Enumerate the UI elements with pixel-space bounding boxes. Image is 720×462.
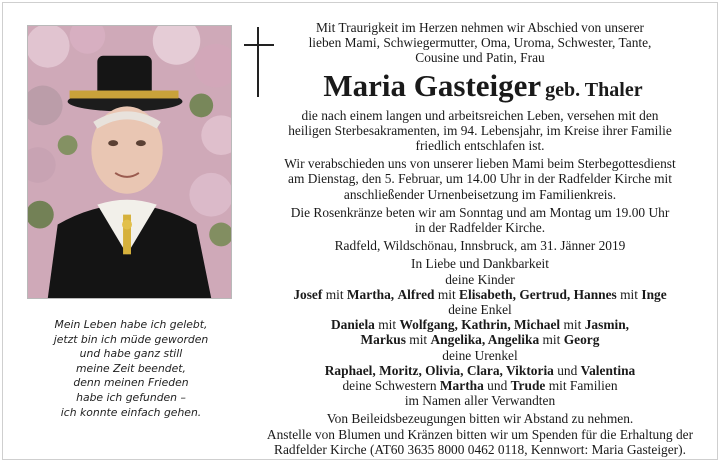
passing-line: friedlich entschlafen ist. (415, 138, 545, 154)
great-grandchildren-names: Raphael, Moritz, Olivia, Clara, Viktoria und Valentina (324, 362, 636, 378)
poem-line: Mein Leben habe ich gelebt, (54, 318, 208, 331)
rosary-line: in der Radfelder Kirche. (414, 220, 546, 236)
condolences-line: Von Beileidsbezeugungen bitten wir Abstand zu nehmen. (326, 411, 634, 427)
relatives-line: im Namen aller Verwandten (404, 393, 556, 409)
children-heading: deine Kinder (445, 271, 515, 287)
deceased-name-line (256, 69, 710, 107)
passing-line: heiligen Sterbesakramenten, im 94. Lebensjahr, im Kreise ihrer Familie (288, 122, 672, 138)
passing-line: die nach einem langen und arbeitsreichen Leben, versehen mit den (301, 107, 659, 123)
poem-line: jetzt bin ich müde geworden (53, 332, 209, 346)
poem-line: habe ich gefunden – (76, 390, 186, 404)
portrait-photo (27, 25, 232, 299)
poem-line: meine Zeit beendet, (76, 361, 186, 375)
children-names: Josef mit Martha, Alfred mit Elisabeth, Gertrud, Hannes mit Inge (293, 286, 667, 302)
intro-line: Cousine und Patin, Frau (415, 50, 545, 66)
grandchildren-names: Markus mit Angelika, Angelika mit Georg (360, 332, 600, 348)
grandchildren-names: Daniela mit Wolfgang, Kathrin, Michael mit Jasmin, (330, 317, 630, 333)
birth-name: geb. Thaler (545, 78, 643, 101)
funeral-line: am Dienstag, den 5. Februar, um 14.00 Uhr in der Radfelder Kirche mit (288, 171, 672, 187)
donation-line: Anstelle von Blumen und Kränzen bitten wir um Spenden für die Erhaltung der (266, 426, 694, 442)
intro-line: Mit Traurigkeit im Herzen nehmen wir Abschied von unserer (315, 20, 644, 35)
poem (20, 318, 242, 420)
poem-line: denn meinen Frieden (73, 376, 189, 390)
grandchildren-heading: deine Enkel (448, 302, 512, 318)
poem-line: und habe ganz still (79, 347, 183, 361)
funeral-line: anschließender Urnenbeisetzung im Familienkreis. (343, 186, 617, 202)
great-grandchildren-heading: deine Urenkel (442, 347, 518, 363)
poem-line: ich konnte einfach gehen. (60, 405, 202, 419)
donation-line: Radfelder Kirche (AT60 3635 8000 0462 0118, Kennwort: Maria Gasteiger). (274, 441, 686, 457)
deceased-name: Maria Gasteiger (323, 67, 542, 103)
intro-line: lieben Mami, Schwiegermutter, Oma, Uroma, Schwester, Tante, (308, 35, 652, 51)
obituary-text (250, 20, 710, 457)
funeral-line: Wir verabschieden uns von unserer lieben Mami beim Sterbegottesdienst (284, 156, 676, 172)
love-line: In Liebe und Dankbarkeit (411, 256, 549, 272)
rosary-line: Die Rosenkränze beten wir am Sonntag und am Montag um 19.00 Uhr (290, 204, 670, 220)
siblings-line: deine Schwestern Martha und Trude mit Familien (342, 378, 618, 394)
place-date: Radfeld, Wildschönau, Innsbruck, am 31. Jänner 2019 (334, 238, 626, 254)
